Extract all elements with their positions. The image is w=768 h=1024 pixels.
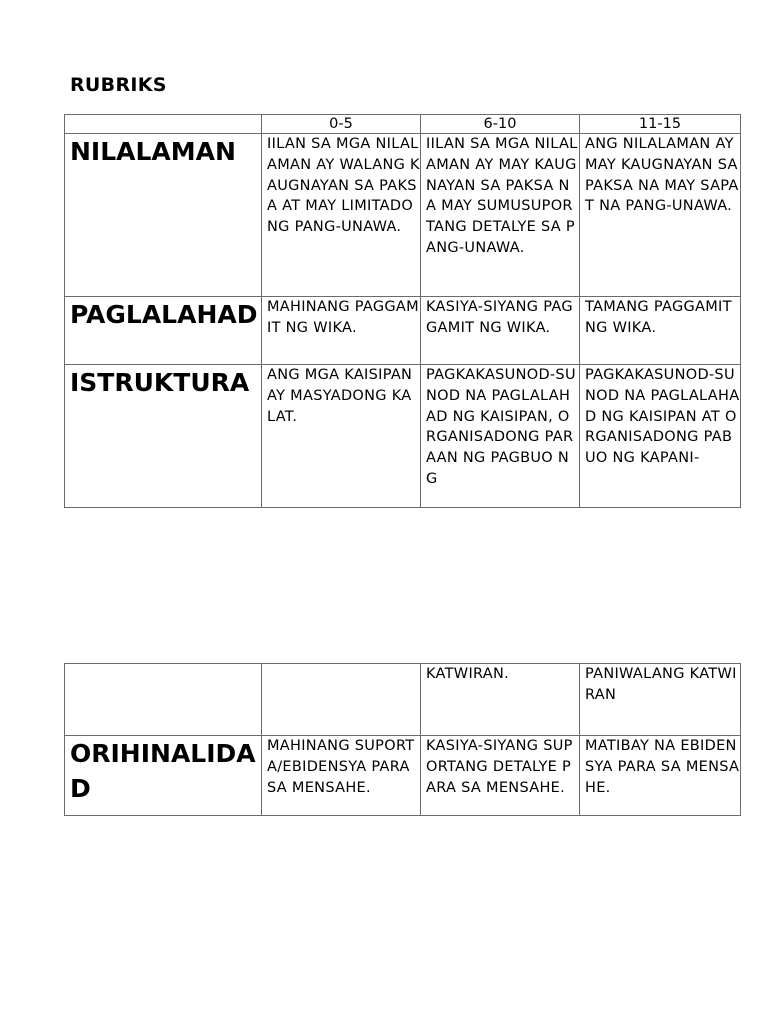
empty-cell (262, 664, 421, 736)
table-row (65, 365, 741, 508)
description-cell: MAHINANG PAGGAMIT NG WIKA. (262, 297, 421, 365)
empty-cell (65, 664, 262, 736)
description-cell: ANG NILALAMAN AY MAY KAUGNAYAN SA PAKSA NA MAY SAPAT NA PANG-UNAWA. (580, 134, 741, 297)
description-cell: ANG MGA KAISIPAN AY MASYADONG KALAT. (262, 365, 421, 508)
table-row (65, 134, 741, 297)
description-cell: IILAN SA MGA NILALAMAN AY MAY KAUGNAYAN SA PAKSA NA MAY SUMUSUPORTANG DETALYE SA PANG-UNAWA. (421, 134, 580, 297)
table-header-row (65, 115, 741, 134)
header-cell-criterion (65, 115, 262, 134)
rubric-table-continued (64, 663, 741, 816)
rubric-table (64, 114, 741, 508)
page-title: RUBRIKS (70, 74, 167, 96)
description-cell: TAMANG PAGGAMIT NG WIKA. (580, 297, 741, 365)
table-row (65, 736, 741, 816)
description-text: PAGKAKASUNOD-SUNOD NA PAGLALAHAD NG KAISIPAN, ORGANISADONG PARAAN NG PAGBUO NG (426, 367, 576, 487)
description-text: PAGKAKASUNOD-SUNOD NA PAGLALAHAD NG KAISIPAN AT ORGANISADONG PABUO NG KAPANI- (585, 367, 740, 467)
table-row (65, 297, 741, 365)
header-cell-score-11-15: 11-15 (580, 115, 741, 134)
description-cell: PANIWALANG KATWIRAN (580, 664, 741, 736)
description-cell: MATIBAY NA EBIDENSYA PARA SA MENSAHE. (580, 736, 741, 816)
description-cell: MAHINANG SUPORTA/EBIDENSYA PARA SA MENSAHE. (262, 736, 421, 816)
description-cell: KASIYA-SIYANG SUPORTANG DETALYE PARA SA MENSAHE. (421, 736, 580, 816)
description-cell (580, 365, 741, 508)
criterion-cell: ISTRUKTURA (65, 365, 262, 508)
description-cell: KATWIRAN. (421, 664, 580, 736)
header-cell-score-0-5: 0-5 (262, 115, 421, 134)
table-row-continuation (65, 664, 741, 736)
criterion-cell: ORIHINALIDAD (65, 736, 262, 816)
header-cell-score-6-10: 6-10 (421, 115, 580, 134)
description-cell: IILAN SA MGA NILALAMAN AY WALANG KAUGNAYAN SA PAKSA AT MAY LIMITADONG PANG-UNAWA. (262, 134, 421, 297)
criterion-cell: PAGLALAHAD (65, 297, 262, 365)
description-cell (421, 365, 580, 508)
criterion-cell: NILALAMAN (65, 134, 262, 297)
description-cell: KASIYA-SIYANG PAGGAMIT NG WIKA. (421, 297, 580, 365)
